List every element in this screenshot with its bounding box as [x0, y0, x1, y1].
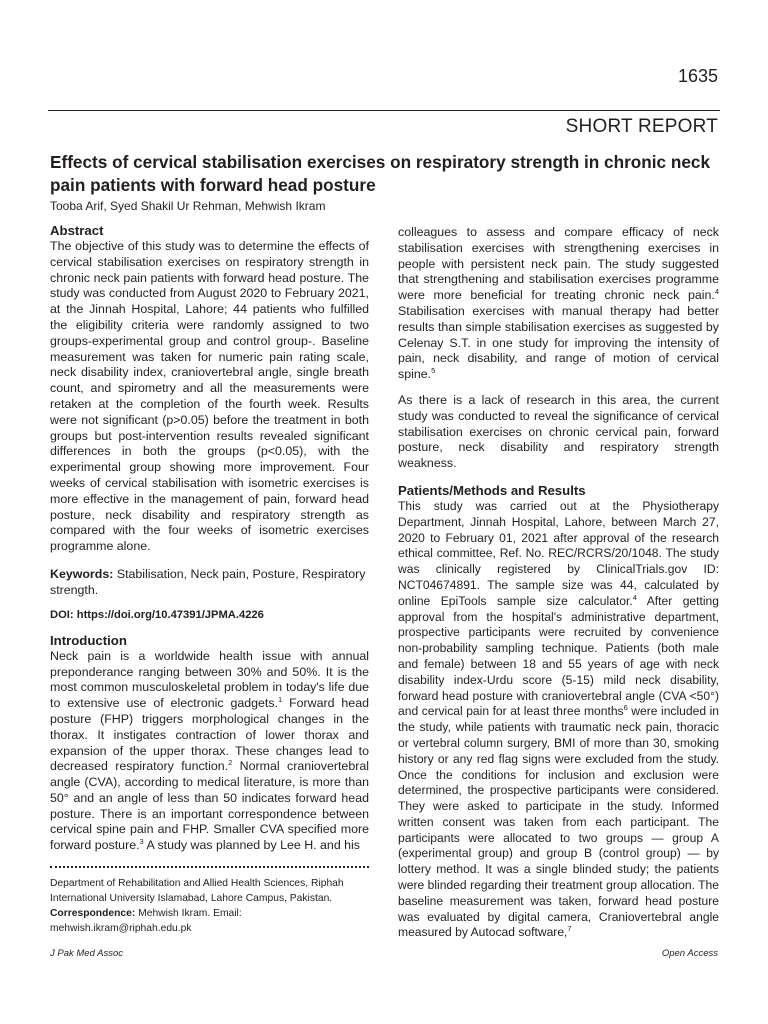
doi-link[interactable]: https://doi.org/10.47391/JPMA.4226	[76, 608, 264, 621]
reference-superscript: 6	[623, 703, 628, 713]
intro-text-part: Normal craniovertebral angle (CVA), according to medical literature, is more than 50° and an angle of less than 50 indicates forward head posture. There is an important correspondence between cervical spine pain and FHP. Smaller CVA specified more forward posture.	[50, 759, 369, 853]
intro-text-part: Neck pain is a worldwide health issue with annual preponderance ranging between 30% and 50%. It is the most common musculoskeletal problem in today's life due to extensive use of electronic gadgets.	[50, 648, 369, 711]
reference-superscript: 5	[431, 366, 436, 376]
intro-text-part: Forward head posture (FHP) triggers morphological changes in the thorax. It instigates contraction of lower thorax and expansion of the upper thorax. These changes lead to decreased respiratory function.	[50, 696, 369, 774]
correspondence-line	[50, 906, 369, 936]
reference-superscript: 4	[714, 287, 719, 297]
correspondence-value: Mehwish Ikram. Email: mehwish.ikram@riphah.edu.pk	[50, 908, 242, 935]
reference-superscript: 2	[228, 758, 233, 768]
right-column	[398, 225, 719, 941]
doi-line	[50, 609, 369, 621]
header-rule	[48, 110, 720, 111]
keywords	[50, 567, 369, 599]
keywords-value: Stabilisation, Neck pain, Posture, Respiratory strength.	[50, 566, 366, 597]
methods-text	[398, 499, 719, 941]
abstract-text: The objective of this study was to determine the effects of cervical stabilisation exercises on respiratory strength in chronic neck pain patients with forward head posture. The study was conducted from August 2020 to February 2021, at the Jinnah Hospital, Lahore; 44 patients who fulfilled the eligibility criteria were randomly assigned to two groups-experimental group and control group-. Baseline measurement was taken for numeric pain rating scale, neck disability index, craniovertebral angle, single breath count, and spirometry and all the measurements were retaken at the completion of the fourth week. Results were not significant (p>0.05) before the treatment in both groups but post-intervention results revealed significant differences in both the groups (p<0.05), with the experimental group showing more improvement. Four weeks of cervical stabilisation with isometric exercises is more effective in the management of pain, forward head posture, neck disability and respiratory strength as compared with the four weeks of isometric exercises programme alone.	[50, 239, 369, 554]
doi-label: DOI:	[50, 608, 74, 621]
text-part: After getting approval from the hospital's administrative department, prospective participants were recruited by convenience non-probability sampling technique. Patients (both male and female) between 18 and 55 years of age with neck disability index-Urdu score (5-15) mild neck disability, forward head posture with craniovertebral angle (CVA <50°) and cervical pain for at least three months	[398, 593, 720, 719]
research-gap-paragraph: As there is a lack of research in this area, the current study was conducted to reveal the significance of cervical stabilisation exercises on chronic cervical pain, forward posture, neck disability and respiratory strength weakness.	[398, 392, 719, 471]
reference-superscript: 1	[278, 694, 283, 704]
reference-superscript: 7	[567, 924, 572, 934]
intro-text-part: A study was planned by Lee H. and his	[143, 838, 360, 853]
author-list: Tooba Arif, Syed Shakil Ur Rehman, Mehwish Ikram	[50, 199, 326, 213]
intro-continuation	[398, 225, 719, 383]
abstract-heading: Abstract	[50, 223, 104, 238]
text-part: colleagues to assess and compare efficacy of neck stabilisation exercises with strengthening exercises in people with persistent neck pain. The study suggested that strengthening and stabilisation exercises programme were more beneficial for treating chronic neck pain.	[398, 225, 719, 303]
footnote-separator	[50, 866, 369, 868]
section-label: SHORT REPORT	[565, 116, 718, 137]
correspondence-label: Correspondence:	[50, 908, 136, 920]
methods-heading: Patients/Methods and Results	[398, 482, 586, 498]
text-part: Stabilisation exercises with manual therapy had better results than simple stabilisation exercises as suggested by Celenay S.T. in one study for improving the intensity of pain, neck disability, and range of motion of cervical spine.	[398, 303, 719, 382]
footer-access: Open Access	[661, 948, 718, 959]
text-part: This study was carried out at the Physiotherapy Department, Jinnah Hospital, Lahore, between March 27, 2020 to February 01, 2021 after approval of the research ethical committee, Ref. No. REC/RCRS/20/1048. The study was clinically registered by ClinicalTrials.gov ID: NCT04674891. The sample size was 44, calculated by online EpiTools sample size calculator.	[398, 498, 719, 608]
reference-superscript: 3	[139, 837, 144, 847]
text-part: were included in the study, while patients with traumatic neck pain, thoracic or vertebral column surgery, BMI of more than 30, smoking history or any red flag signs were excluded from the study. Once the conditions for inclusion and exclusion were determined, the prospective participants were considered. They were asked to participate in the study. Informed written consent was taken from each participant. The participants were allocated to two groups — group A (experimental group) and group B (control group) — by lottery method. It was a single blinded study; the patients were blinded regarding their treatment group allocation. The baseline measurement was taken, forward head posture was evaluated by digital camera, Craniovertebral angle measured by Autocad software,	[398, 704, 719, 940]
introduction-text	[50, 649, 369, 854]
left-column	[50, 222, 369, 936]
reference-superscript: 4	[632, 592, 637, 602]
page-number: 1635	[677, 66, 718, 86]
article-title: Effects of cervical stabilisation exercises on respiratory strength in chronic neck pain patients with forward head posture	[50, 152, 711, 195]
keywords-label: Keywords:	[50, 566, 114, 581]
affiliation-text: Department of Rehabilitation and Allied Health Sciences, Riphah International University Islamabad, Lahore Campus, Pakistan.	[50, 878, 344, 905]
introduction-heading: Introduction	[50, 632, 127, 648]
footer-journal: J Pak Med Assoc	[50, 948, 124, 959]
